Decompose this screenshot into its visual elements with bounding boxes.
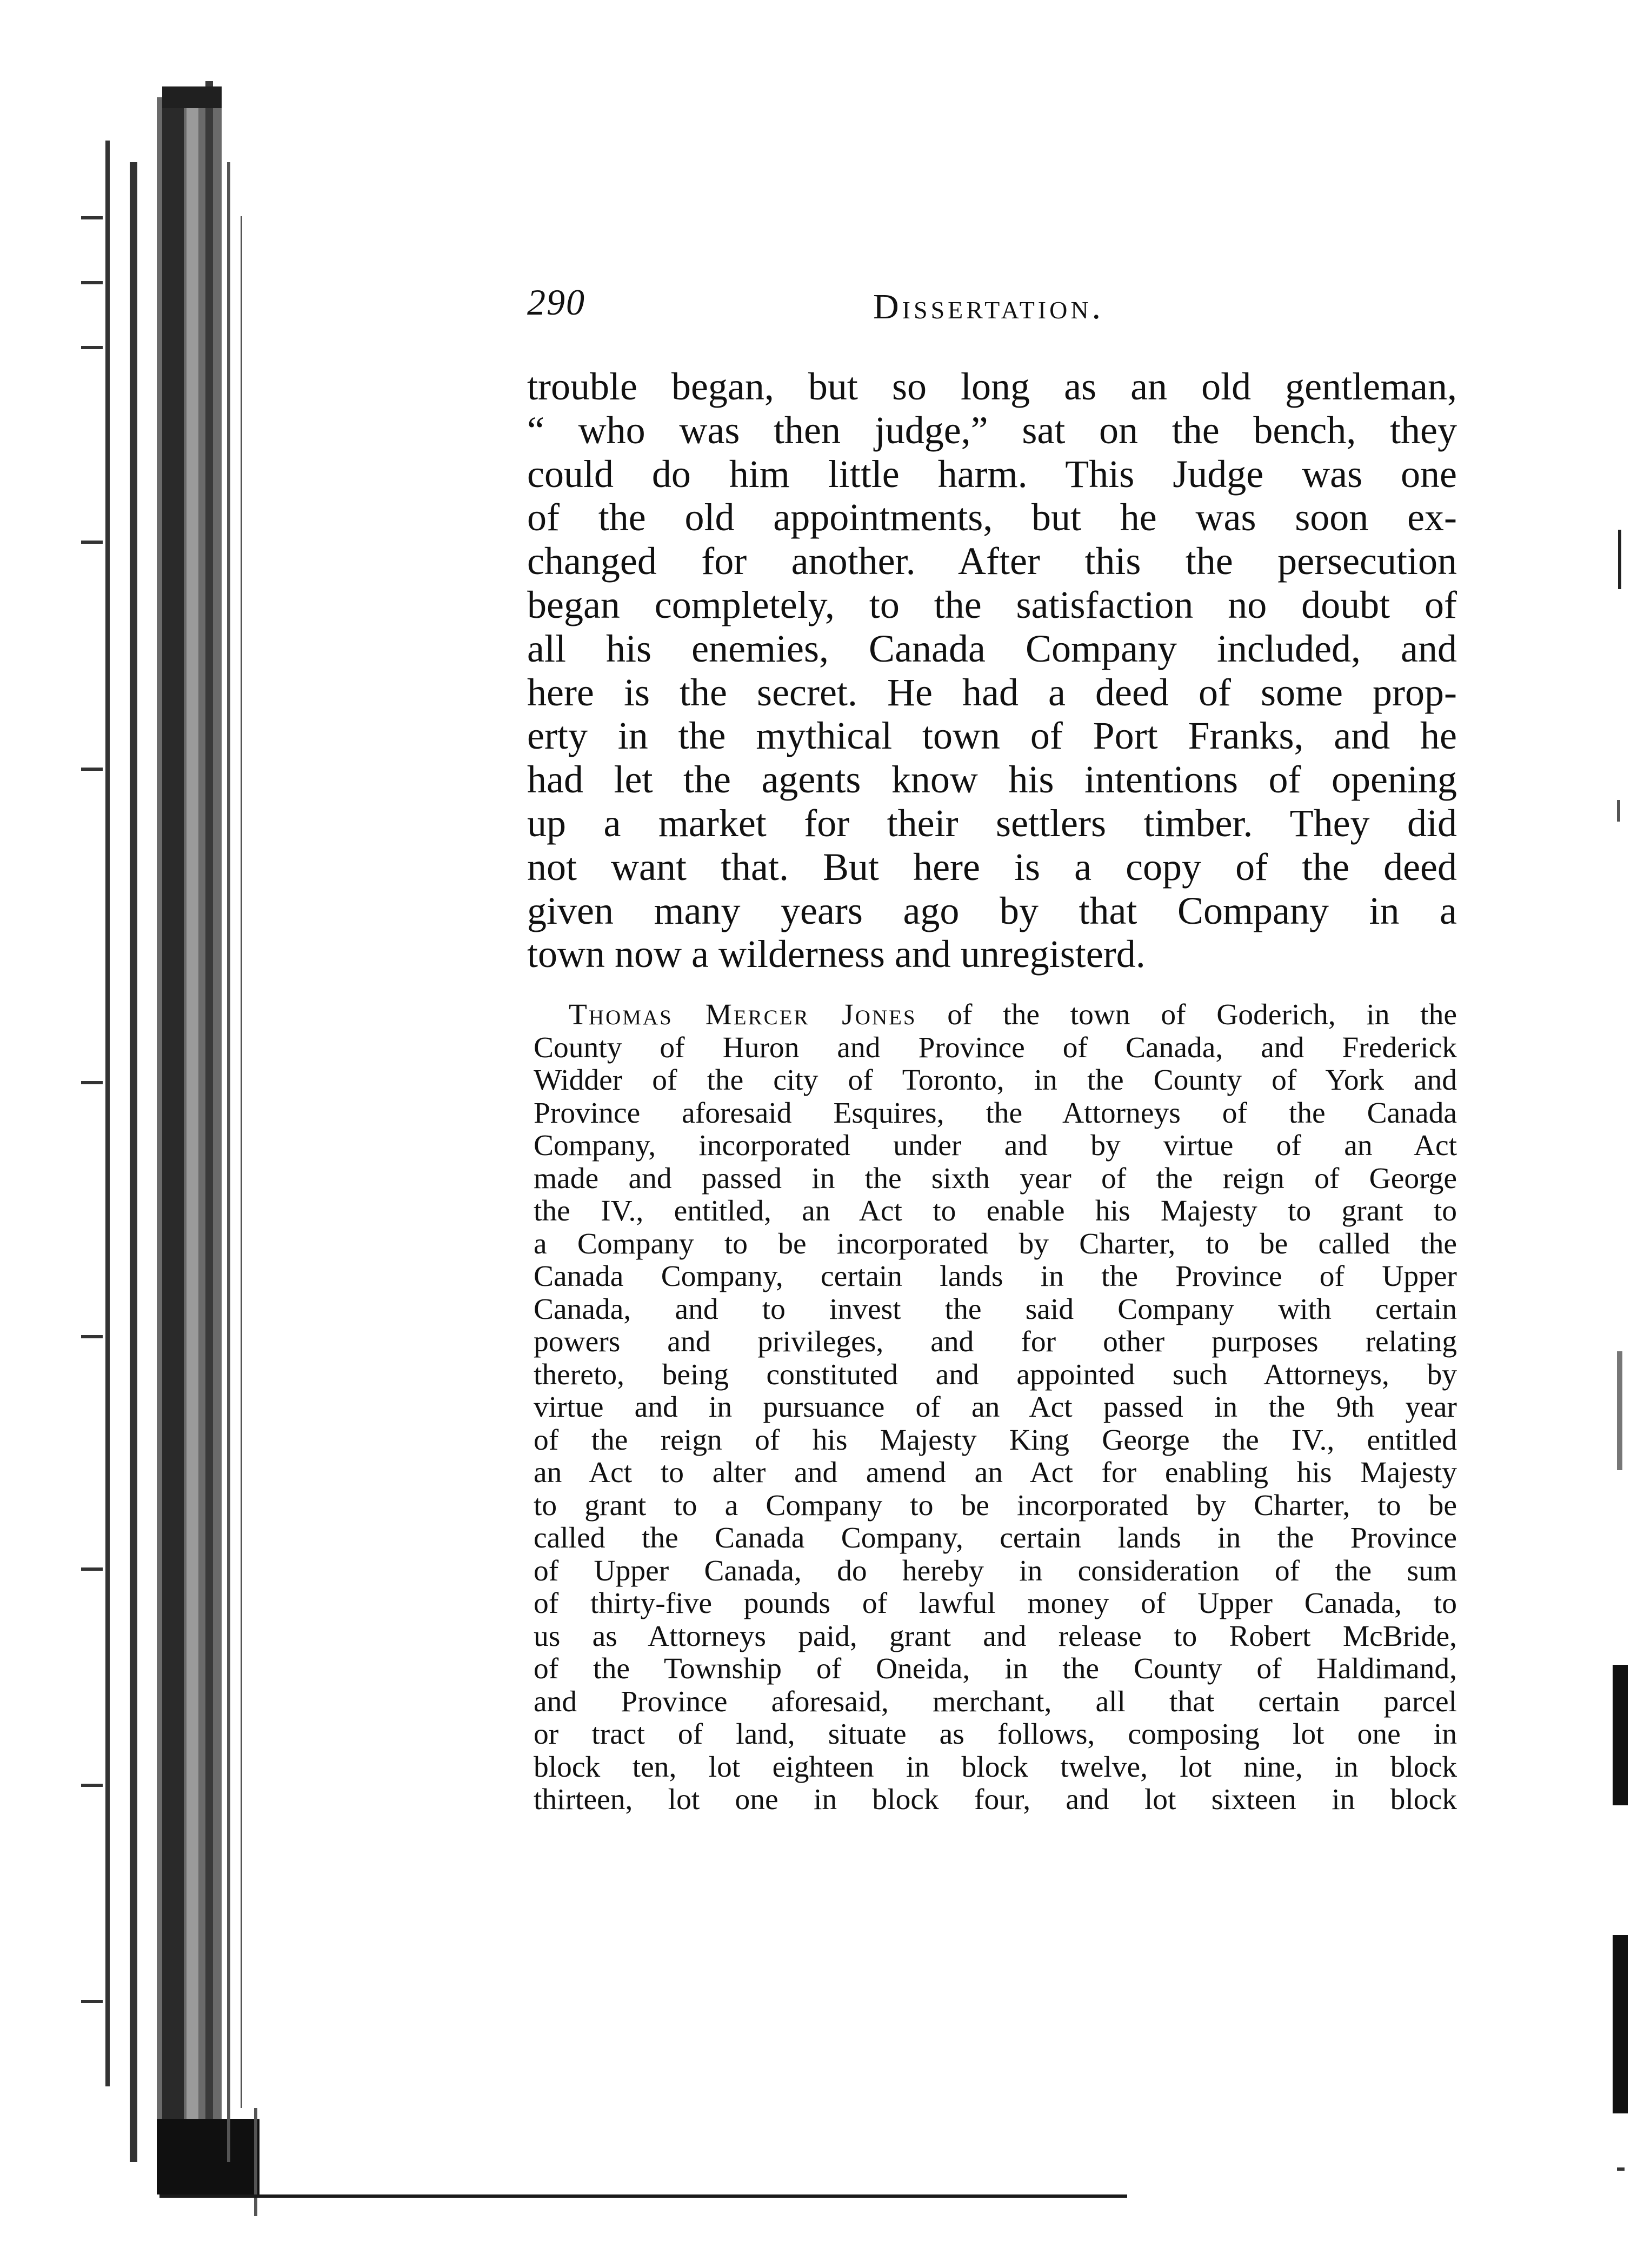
body-line: began completely, to the satisfaction no doubt of [527, 583, 1457, 626]
deed-line: of Upper Canada, do hereby in consideration of the sum [534, 1554, 1457, 1587]
body-paragraph [527, 365, 1457, 976]
scanned-right-margin [1574, 0, 1644, 2268]
body-line: had let the agents know his intentions of opening [527, 758, 1457, 802]
body-line: could do him little harm. This Judge was one [527, 452, 1457, 496]
deed-line: and Province aforesaid, merchant, all that certain parcel [534, 1685, 1457, 1718]
deed-line: of the Township of Oneida, in the County of Haldimand, [534, 1652, 1457, 1686]
deed-line: us as Attorneys paid, grant and release to Robert McBride, [534, 1619, 1457, 1653]
body-line: “ who was then judge,” sat on the bench, they [527, 408, 1457, 452]
deed-line: Canada Company, certain lands in the Province of Upper [534, 1260, 1457, 1293]
body-line: changed for another. After this the persecution [527, 539, 1457, 583]
page-bottom-rule [159, 2194, 1127, 2198]
running-head [527, 270, 1457, 341]
body-line: given many years ago by that Company in a [527, 889, 1457, 932]
body-line: here is the secret. He had a deed of some prop- [527, 670, 1457, 714]
page-number: 290 [527, 282, 585, 323]
body-line: erty in the mythical town of Port Franks, and he [527, 714, 1457, 758]
running-title: Dissertation. [873, 287, 1104, 326]
deed-first-line-text: of the town of Goderich, in the [916, 998, 1457, 1032]
deed-line: of thirty-five pounds of lawful money of Upper Canada, to [534, 1587, 1457, 1620]
deed-line: County of Huron and Province of Canada, and Frederick [534, 1031, 1457, 1064]
deed-line: called the Canada Company, certain lands in the Province [534, 1522, 1457, 1555]
deed-line: of the reign of his Majesty King George the IV., entitled [534, 1423, 1457, 1457]
deed-line: Company, incorporated under and by virtue of an Act [534, 1129, 1457, 1163]
deed-quotation [527, 999, 1457, 1817]
deed-line: made and passed in the sixth year of the reign of George [534, 1162, 1457, 1195]
deed-line: a Company to be incorporated by Charter, to be called the [534, 1227, 1457, 1260]
deed-line: the IV., entitled, an Act to enable his Majesty to grant to [534, 1195, 1457, 1228]
scanned-binding-edge [0, 0, 303, 2268]
deed-line: Canada, and to invest the said Company with certain [534, 1292, 1457, 1326]
deed-line: thirteen, lot one in block four, and lot sixteen in block [534, 1783, 1457, 1817]
deed-line: or tract of land, situate as follows, composing lot one in [534, 1718, 1457, 1751]
deed-line [534, 999, 1457, 1032]
book-page [527, 270, 1457, 1817]
deed-line: an Act to alter and amend an Act for enabling his Majesty [534, 1456, 1457, 1490]
deed-line: thereto, being constituted and appointed such Attorneys, by [534, 1358, 1457, 1391]
deed-line: to grant to a Company to be incorporated by Charter, to be [534, 1489, 1457, 1522]
body-line: trouble began, but so long as an old gentleman, [527, 365, 1457, 408]
body-line: of the old appointments, but he was soon ex- [527, 496, 1457, 539]
deed-line: virtue and in pursuance of an Act passed in the 9th year [534, 1391, 1457, 1424]
body-line: all his enemies, Canada Company included, and [527, 626, 1457, 670]
deed-lead-name: Thomas Mercer Jones [569, 998, 917, 1032]
body-line: not want that. But here is a copy of the deed [527, 845, 1457, 889]
deed-line: block ten, lot eighteen in block twelve, lot nine, in block [534, 1750, 1457, 1784]
body-line: town now a wilderness and unregisterd. [527, 932, 1146, 976]
body-line: up a market for their settlers timber. They did [527, 801, 1457, 845]
deed-line: Widder of the city of Toronto, in the County of York and [534, 1064, 1457, 1097]
deed-line: powers and privileges, and for other purposes relating [534, 1325, 1457, 1359]
deed-line: Province aforesaid Esquires, the Attorneys of the Canada [534, 1096, 1457, 1130]
